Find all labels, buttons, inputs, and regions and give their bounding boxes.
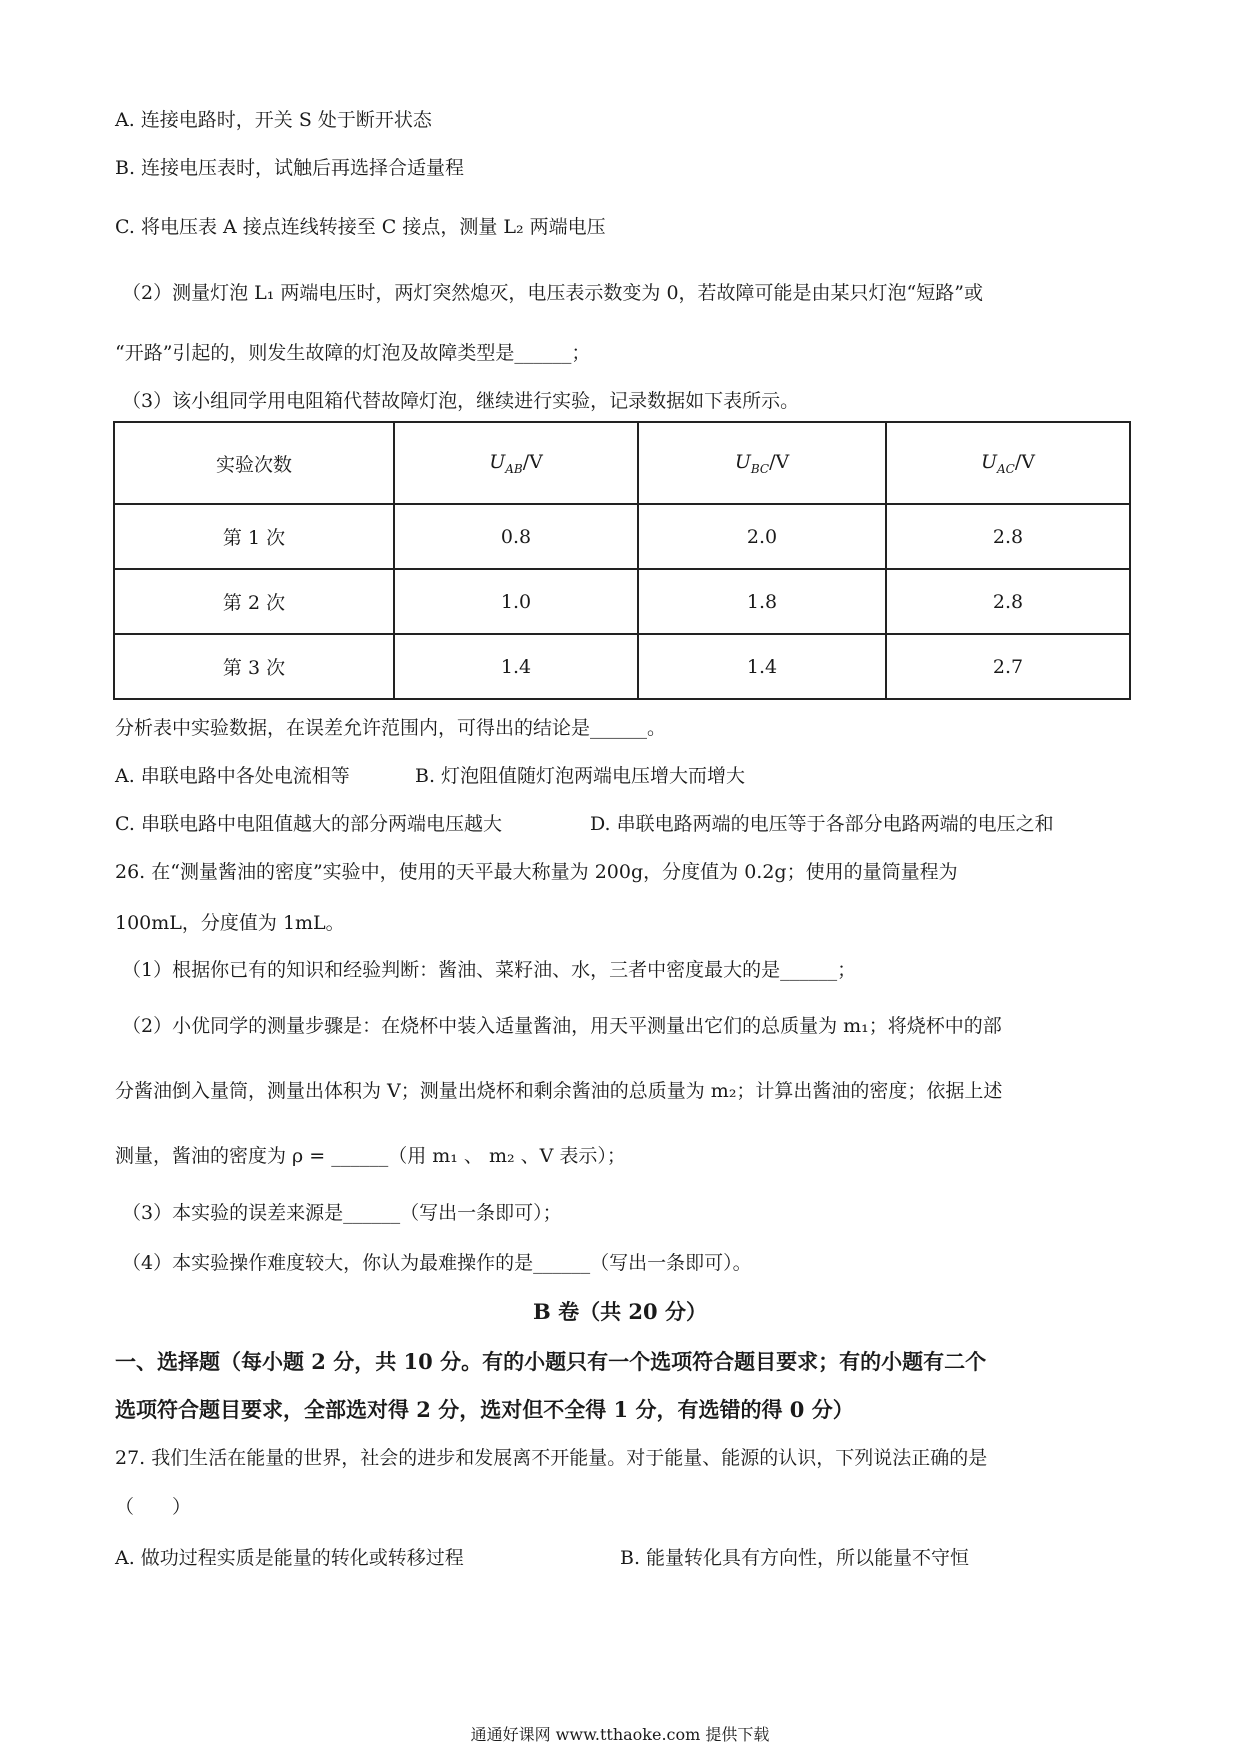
- option-b: B. 连接电压表时，试触后再选择合适量程: [115, 157, 465, 179]
- question-27: 27. 我们生活在能量的世界，社会的进步和发展离不开能量。对于能量、能源的认识，下列说法正确的是: [115, 1447, 988, 1469]
- table-cell: 第 2 次: [114, 569, 394, 634]
- conclusion-d: D. 串联电路两端的电压等于各部分电路两端的电压之和: [590, 813, 1054, 835]
- question-26-line-1: 26. 在“测量酱油的密度”实验中，使用的天平最大称量为 200g，分度值为 0.2g；使用的量筒量程为: [115, 861, 958, 883]
- table-header-cell: $U_{BC}/V$: [638, 422, 886, 504]
- table-cell: 1.4: [394, 634, 638, 699]
- question-27-answer-paren: （ ）: [115, 1496, 192, 1518]
- table-header-cell: $U_{AC}/V$: [886, 422, 1130, 504]
- table-row: [114, 634, 1130, 699]
- multiple-choice-title-line-1: 一、选择题（每小题 2 分，共 10 分。有的小题只有一个选项符合题目要求；有的小题有二个: [115, 1349, 987, 1374]
- table-cell: 2.8: [886, 569, 1130, 634]
- question-26-part-3: （3）本实验的误差来源是______（写出一条即可）；: [122, 1202, 562, 1224]
- question-27-option-a: A. 做功过程实质是能量的转化或转移过程: [115, 1547, 464, 1569]
- conclusion-b: B. 灯泡阻值随灯泡两端电压增大而增大: [415, 765, 746, 787]
- conclusion-c: C. 串联电路中电阻值越大的部分两端电压越大: [115, 813, 502, 835]
- question-3: （3）该小组同学用电阻箱代替故障灯泡，继续进行实验，记录数据如下表所示。: [122, 390, 800, 412]
- table-cell: 2.0: [638, 504, 886, 569]
- analysis-line: 分析表中实验数据，在误差允许范围内，可得出的结论是______。: [115, 717, 667, 739]
- table-cell: 0.8: [394, 504, 638, 569]
- option-a: A. 连接电路时，开关 S 处于断开状态: [115, 109, 432, 131]
- table-row: [114, 504, 1130, 569]
- page-footer: 通通好课网 www.tthaoke.com 提供下载: [470, 1725, 770, 1744]
- question-26-part-2-line-3: 测量，酱油的密度为 ρ = ______（用 m₁ 、 m₂ 、V 表示）；: [115, 1145, 626, 1167]
- question-26-part-4: （4）本实验操作难度较大，你认为最难操作的是______（写出一条即可）。: [122, 1252, 752, 1274]
- table-cell: 2.8: [886, 504, 1130, 569]
- table-header-cell: 实验次数: [114, 422, 394, 504]
- table-row: [114, 569, 1130, 634]
- option-c: C. 将电压表 A 接点连线转接至 C 接点，测量 L₂ 两端电压: [115, 216, 606, 238]
- table-cell: 2.7: [886, 634, 1130, 699]
- question-26-line-2: 100mL，分度值为 1mL。: [115, 912, 345, 934]
- question-26-part-2-line-2: 分酱油倒入量筒，测量出体积为 V；测量出烧杯和剩余酱油的总质量为 m₂；计算出酱油的密度；依据上述: [115, 1080, 1003, 1102]
- multiple-choice-title-line-2: 选项符合题目要求，全部选对得 2 分，选对但不全得 1 分，有选错的得 0 分）: [115, 1397, 854, 1422]
- table-header-row: [114, 422, 1130, 504]
- table-cell: 第 1 次: [114, 504, 394, 569]
- table-cell: 1.4: [638, 634, 886, 699]
- table-cell: 1.8: [638, 569, 886, 634]
- question-26-part-2-line-1: （2）小优同学的测量步骤是：在烧杯中装入适量酱油，用天平测量出它们的总质量为 m₁；将烧杯中的部: [122, 1015, 1002, 1037]
- question-26-part-1: （1）根据你已有的知识和经验判断：酱油、菜籽油、水，三者中密度最大的是______；: [122, 959, 857, 981]
- conclusion-a: A. 串联电路中各处电流相等: [115, 765, 350, 787]
- table-header-cell: $U_{AB}/V$: [394, 422, 638, 504]
- table-cell: 第 3 次: [114, 634, 394, 699]
- question-2-line-2: “开路”引起的，则发生故障的灯泡及故障类型是______；: [115, 342, 591, 364]
- question-27-option-b: B. 能量转化具有方向性，所以能量不守恒: [620, 1547, 970, 1569]
- question-2-line-1: （2）测量灯泡 L₁ 两端电压时，两灯突然熄灭，电压表示数变为 0，若故障可能是由某只灯泡“短路”或: [122, 282, 983, 304]
- experiment-table: [113, 421, 1131, 700]
- section-b-title: B 卷（共 20 分）: [533, 1299, 707, 1324]
- table-cell: 1.0: [394, 569, 638, 634]
